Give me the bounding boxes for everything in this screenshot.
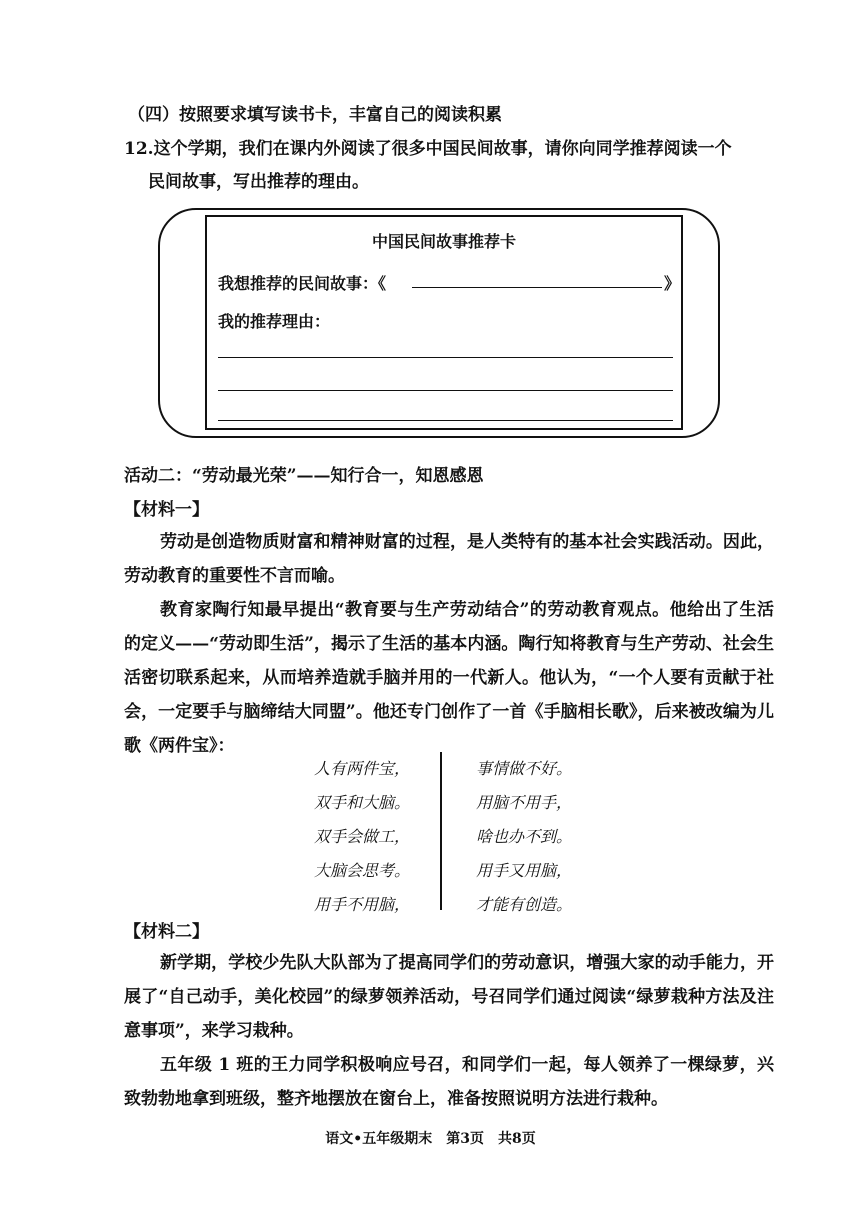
material2-paragraph: 五年级 1 班的王力同学积极响应号召，和同学们一起，每人领养了一棵绿萝，兴致勃勃地拿到班级，整齐地摆放在窗台上，准备按照说明方法进行栽种。 — [124, 1055, 774, 1109]
poem-line: 大脑会思考。 — [314, 861, 411, 880]
story-label: 我想推荐的民间故事：《 — [218, 274, 387, 293]
poem-line: 用手不用脑， — [314, 895, 411, 914]
material1-paragraph: 劳动是创造物质财富和精神财富的过程，是人类特有的基本社会实践活动。因此，劳动教育的重要性不言而喻。 — [124, 532, 774, 586]
reason-label: 我的推荐理由： — [218, 312, 331, 331]
poem-right-column — [476, 752, 572, 922]
reason-blank-1[interactable] — [218, 357, 673, 358]
page-footer: 语文•五年级期末 第3页 共8页 — [325, 1131, 536, 1147]
material1-paragraph: 教育家陶行知最早提出“教育要与生产劳动结合”的劳动教育观点。他给出了生活的定义——“劳动即生活”，揭示了生活的基本内涵。陶行知将教育与生产劳动、社会生活密切联系起来，从而培养造就手脑并用的一代新人。他认为，“一个人要有贡献于社会，一定要手与脑缔结大同盟”。他还专门创作了一首《手脑相长歌》，后来被改编为儿歌《两件宝》： — [124, 600, 774, 756]
reason-blank-2[interactable] — [218, 390, 673, 391]
poem-line: 啥也办不到。 — [476, 827, 573, 846]
material1-label: 【材料一】 — [124, 500, 209, 520]
poem-line: 事情做不好。 — [476, 759, 573, 778]
story-blank[interactable] — [412, 287, 662, 288]
question12-line2: 民间故事，写出推荐的理由。 — [148, 172, 369, 192]
material1-body — [124, 525, 774, 763]
poem-line: 双手和大脑。 — [314, 793, 411, 812]
reason-blank-3[interactable] — [218, 420, 673, 421]
poem-line: 双手会做工， — [314, 827, 411, 846]
card-title: 中国民间故事推荐卡 — [371, 232, 516, 251]
material2-label: 【材料二】 — [124, 922, 209, 942]
poem-divider — [440, 752, 442, 910]
question12-line1: 12.这个学期，我们在课内外阅读了很多中国民间故事，请你向同学推荐阅读一个 — [124, 139, 732, 159]
poem-line: 才能有创造。 — [476, 895, 573, 914]
activity2-heading: 活动二：“劳动最光荣”——知行合一，知恩感恩 — [124, 466, 484, 486]
material2-body — [124, 946, 774, 1116]
poem-line: 用脑不用手， — [476, 793, 573, 812]
material2-paragraph: 新学期，学校少先队大队部为了提高同学们的劳动意识，增强大家的动手能力，开展了“自己动手，美化校园”的绿萝领养活动，号召同学们通过阅读“绿萝栽种方法及注意事项”，来学习栽种。 — [124, 953, 774, 1041]
story-close: 》 — [664, 274, 681, 293]
poem-line: 人有两件宝， — [314, 759, 411, 778]
poem-left-column — [314, 752, 410, 922]
poem-line: 用手又用脑， — [476, 861, 573, 880]
section4-heading: （四）按照要求填写读书卡，丰富自己的阅读积累 — [128, 105, 502, 125]
